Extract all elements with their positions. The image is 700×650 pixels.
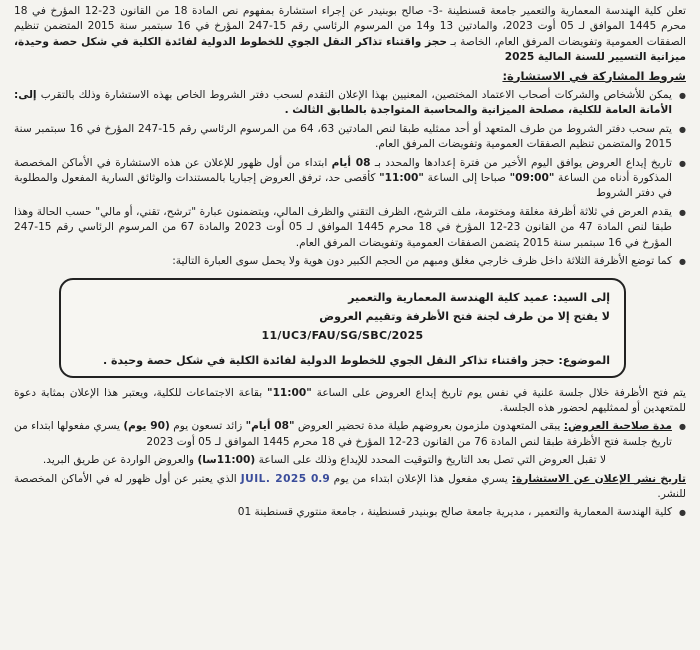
places-text: كلية الهندسة المعمارية والتعمير ، مديرية جامعة صالح بوبنيدر قسنطينة ، جامعة منتوري قسنطينة 01 [237,506,672,519]
publication-date [14,472,686,503]
condition-1-text: يمكن للأشخاص والشركات أصحاب الاعتماد المختصين، المعنيين بهذا الإعلان التقدم لسحب دفتر الشروط الخاص بهذه الاستشارة وذلك بالتقرب [40,89,672,102]
box-recipient: إلى السيد: عميد كلية الهندسة المعمارية والتعمير [348,290,610,304]
condition-1-location: إلى: الأمانة العامة للكلية، مصلحة الميزانية والمحاسبة المتواجدة بالطابق الثالث . [14,89,672,117]
offer-validity [14,419,686,450]
deposit-days: 08 أيام [331,156,371,169]
outer-envelope-text: كما توضع الأظرفة الثلاثة داخل ظرف خارجي مغلق ومبهم من الحجم الكبير دون هوية ولا يحمل سوى العبارة التالية: [172,255,672,268]
box-subject: الموضوع: حجز واقتناء تذاكر النقل الجوي للخطوط الدولية لفائدة الكلية في شكل حصة وحيدة . [102,353,610,367]
condition-2-text: يتم سحب دفتر الشروط من طرف المتعهد أو أحد ممثليه طبقا لنص المادتين 63، 64 من المرسوم الرئاسي رقم 15-247 المؤرخ في 16 سبتمبر سنة 2015 والمتضمن تنظيم الصفقات العمومية وتفويضات المرفق العام. [14,122,672,151]
opening-time: "11:00" [267,386,312,399]
publish-label: تاريخ نشر الإعلان عن الاستشارة: [511,472,686,485]
validity-text-c: يسري مفعولها ابتداء من تاريخ جلسة فتح الأظرفة طبقا لنص المادة 76 من القانون 23-12 المؤرخ في 18 محرم 1445 الموافق لـ 05 أوت 2023 [14,420,672,448]
validity-text-b: زائد تسعون يوم [173,420,243,433]
publish-text-b: الذي يعتبر عن أول ظهور له في الأماكن المخصصة للنشر. [14,472,686,500]
validity-label: مدة صلاحية العروض: [563,420,672,433]
intro-paragraph [14,4,686,66]
intro-text: تعلن كلية الهندسة المعمارية والتعمير جامعة قسنطينة -3- صالح بوبنيدر عن إجراء استشارة بمفهوم نص المادة 18 من القانون 23-12 المؤرخ في 18 محرم 1445 الموافق لـ 05 أوت 2023، والمادتين 13 و14 من المرسوم الرئاسي رقم 15-247 المؤرخ في 16 سبتمبر سنة 2015 المتضمن تنظيم الصفقات العمومية وتفويضات المرفق العام، الخاصة بـ [14,5,686,48]
condition-deposit-date [14,156,686,202]
validity-ninety: (90 يوم) [123,420,170,433]
late-text-b: والعروض الواردة عن طريق البريد. [42,454,195,467]
intro-subject: حجز واقتناء تذاكر النقل الجوي للخطوط الدولية لفائدة الكلية في شكل حصة وحيدة، ميزانية التسيير للسنة المالية 2025 [14,35,686,64]
envelopes-text: يقدم العرض في ثلاثة أظرفة مغلقة ومختومة، ملف الترشح، الظرف التقني والظرف المالي، ويتضمنون عبارة "ترشح، تقني، أو مالي" حسب الحالة وهذا طبقا لنص المادة 47 من القانون 23-12 المؤرخ في 18 محرم 1445 الموافق لـ 05 أوت 2023 والمادة 67 من المرسوم الرئاسي رقم 15-247 المؤرخ في 16 سبتمبر سنة 2015 يتضمن الصفقات العمومية وتفويضات المرفق العام. [14,205,672,249]
late-offers [14,453,686,468]
box-reference: 11/UC3/FAU/SG/SBC/2025 [261,328,424,342]
deposit-text-c: صباحا إلى الساعة [427,172,506,185]
deposit-text-b: ابتداء من أول ظهور للإعلان عن هذه الاستشارة في الأماكن المخصصة المذكورة أدناه من الساعة [14,156,672,185]
opening-session [14,386,686,417]
deposit-text-a: تاريخ إيداع العروض يوافق اليوم الأخير من فترة إعدادها والمحدد بـ [374,156,673,169]
envelope-label-box [59,278,626,378]
validity-days: "08 أيام" [245,420,295,433]
date-stamp: 0.9 JUIL. 2025 [240,472,330,485]
opening-text-a: يتم فتح الأظرفة خلال جلسة علنية في نفس يوم تاريخ إيداع العروض على الساعة [316,386,687,399]
condition-envelopes [14,205,686,251]
late-text-a: لا تقبل العروض التي تصل بعد التاريخ والتوقيت المحدد للإيداع وذلك على الساعة [258,454,606,467]
box-note: لا يفتح إلا من طرف لجنة فتح الأظرفة وتقييم العروض [319,309,610,323]
deposit-start-time: "09:00" [509,172,555,185]
validity-text-a: يبقى المتعهدون ملزمون بعروضهم طيلة مدة تحضير العروض [297,420,561,433]
opening-text-b: بقاعة الاجتماعات للكلية، ويعتبر هذا الإعلان بمثابة دعوة للمتعهدين أو لممثليهم لحضور هذه الجلسة. [14,386,686,414]
late-time: (11:00سا) [197,454,256,467]
condition-outer-envelope [14,254,686,269]
deposit-text-d: كأقصى حد، ترفق العروض إجباريا بالمستندات والوثائق السارية المفعول والمطلوبة في دفتر الشروط [14,172,672,200]
condition-withdraw-specs [14,88,686,119]
publication-places [14,505,686,520]
conditions-heading: شروط المشاركة في الاستشارة: [502,68,686,83]
publish-text-a: يسري مفعول هذا الإعلان ابتداء من يوم [333,472,508,485]
condition-withdraw-by-bidder [14,122,686,153]
deposit-end-time: "11:00" [379,172,424,185]
